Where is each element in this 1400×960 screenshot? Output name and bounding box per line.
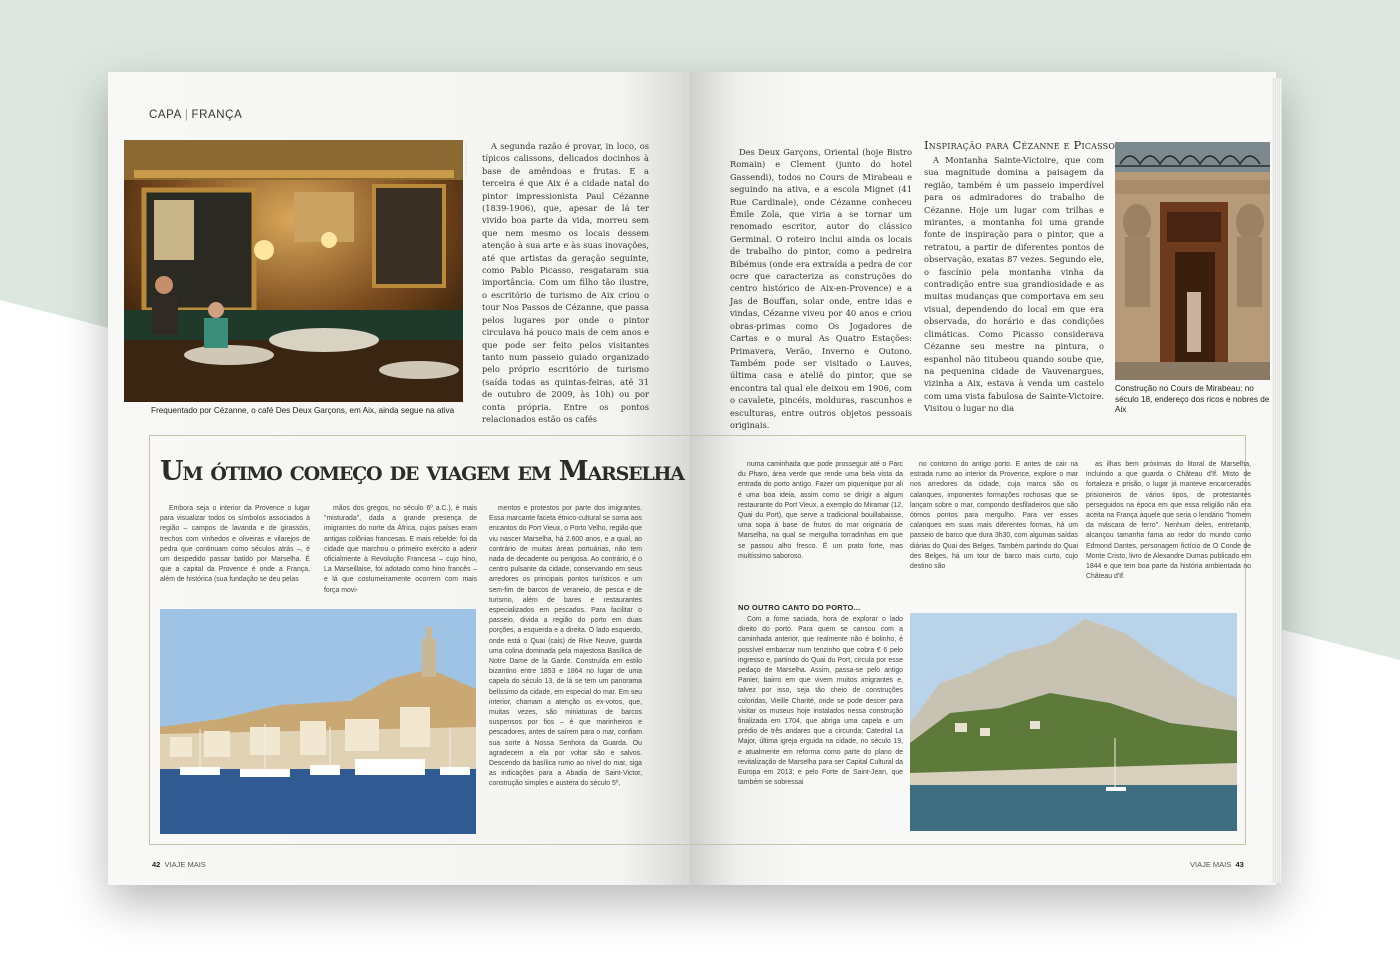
magazine-name: VIAJE MAIS <box>1190 860 1232 869</box>
section-subhead: Inspiração para Cézanne e Picasso <box>924 138 1116 152</box>
box-column-5 <box>910 460 1078 600</box>
article-column-right-2 <box>924 154 1104 434</box>
page-number-right <box>1190 860 1244 869</box>
box-text-3: mentos e protestos por parte dos imigrantes. Essa marcante faceta étnico-cultural se soma aos encantos do Port Vieux, o Porto Velho, região que viu nascer Marselha, há 2.600 anos, e a qual, ao contrário de muitas áreas portuárias, não tem nada de decadente ou perigosa. Ao contrário, é o centro pulsante da cidade, conservando em seus arredores os principais pontos turísticos e um sem-fim de barcos de veraneio, de pesca e de turismo, além de bares e restaurantes especializados em pescados. Para facilitar o passeio, divida a região do porto em duas porções, a esquerda e a direita. O lado esquerdo, onde está o Quai (cais) de Rive Neuve, guarda uma colina dominada pela majestosa Basílica de Notre Dame de la Garde. Construída em estilo bizantino entre 1853 e 1864 no lugar de uma capela do século 13, de lá se tem um panorama belíssimo da cidade, em especial do mar. Em seu interior, chamam a atenção os ex-votos, que, muitas vezes, são miniaturas de barcos suspensos por fios – é que marinheiros e pescadores, antes de saírem para o mar, confiam sua sorte à Nossa Senhora da Guarda. Ou agradecem a ela por voltar são e salvos. Descendo da basílica rumo ao nível do mar, siga as indicações para a Abadia de Saint-Victor, construção simples e austera do século 5º, <box>489 505 642 788</box>
header-topic: FRANÇA <box>191 109 243 121</box>
article-text-right-1: Des Deux Garçons, Oriental (hoje Bistro Romain) e Clement (junto do hotel Gassendi), todos no Cours de Mirabeau e seguindo na ativa, e a escola Mignet (41 Rue Cardinale), onde Cézanne conheceu Émile Zola, que viria a se tornar um renomado escritor, autor do clássico Germinal. O roteiro inclui ainda os locais de trabalho do pintor, como a pedreira Bibémus (onde era extraída a pedra de cor ocre que caracteriza as construções do centro histórico de Aix-en-Provence) e a Jas de Bouffan, solar onde, entre idas e vindas, Cézanne viveu por 40 anos e criou obras-primas como Os Jogadores de Cartas e o mural As Quatro Estações: Primavera, Verão, Inverno e Outono. Também pode ser visitado o Lauves, última casa e ateliê do pintor, que se encontra tal qual ele deixou em 1906, com o cavalete, pincéis, molduras, rascunhos e esculturas, entre outros objetos pessoais originais. <box>730 147 912 430</box>
box-text-2: mãos dos gregos, no século 6º a.C.), é mais "misturada", dada a grande presença de imigrantes do norte da África, cujos países eram antigas colônias francesas. E mais rebelde: foi da cidade que marchou o primeiro exército a aderir oficialmente à Revolução Francesa – cujo hino, La Marseillaise, foi adotado como hino francês – e lá que costumeiramente ocorrem com mais força movi- <box>324 505 477 594</box>
page-number-left <box>152 860 206 869</box>
calanques-photo <box>910 613 1237 831</box>
marseille-harbor-photo <box>160 609 476 834</box>
box-text-4b: Com a fome saciada, hora de explorar o lado direito do porto. Para quem se cansou com a caminhada anterior, que realmente não é bolinho, é possível embarcar num tenzinho que cobra € 6 pelo ingresso e, partindo do Quai du Port, circula por esse pedaço de Marselha. Assim, passa-se pelo antigo Panier, bairro em que vivem muitos imigrantes e, talvez por isso, seja tão cheio de construções coloridas, Vieille Charité, onde se pode descer para visitar os museus hoje instalados nessa construção finalizada em 1704, que abriga uma capela e um prédio de três andares que a circunda; Catedral La Major, última igreja erguida na cidade, no século 19, e atualmente em reforma como parte do plano de revitalização de Marselha para ser Capital Cultural da Europa em 2013; e pelo Forte de Saint-Jean, que também se sobressai <box>738 616 903 787</box>
page-number: 43 <box>1235 860 1244 869</box>
magazine-spread <box>108 72 1280 892</box>
page-edges <box>1272 78 1282 883</box>
box-text-6: as ilhas bem próximas do litoral de Marselha, incluindo a que guarda o Château d'If. Misto de fortaleza e prisão, o lugar já manteve encarcerados prisioneiros de vários tipos, de protestantes perseguidos na época em que essa religião não era aceita na França àquele que seria o lendário "homem da máscara de ferro". Nenhum deles, entretanto, alcançou tamanha fama ao redor do mundo como Edmond Dantes, personagem fictício de O Conde de Monte Cristo, livro de Alexandre Dumas publicado em 1844 e que tem boa parte da história ambientada no Château d'If. <box>1086 461 1251 581</box>
cafe-photo <box>124 140 463 402</box>
box-text-4: numa caminhada que pode prosseguir até o Parc du Pharo, área verde que rende uma bela vista da entrada do porto antigo. Fazer um piquenique por ali é uma boa ideia, assim como se dirigir a algum restaurante do Port Vieux, a exemplo do Miramar (12, Quai du Port), que serve a tradicional bouillabaisse, uma sopa à base de frutos do mar originária de Marselha, na qual se mergulha torradinhas em que se passou alho fresco. É um prato forte, mas muitíssimo saboroso. <box>738 461 903 560</box>
photo-credit: Fotos: Karen Abreu <box>463 142 468 177</box>
box-text-5: no contorno do antigo porto. E antes de cair na estrada rumo ao interior da Provence, explore o mar nos arredores da cidade, cuja marca são os calanques, imponentes formações rochosas que se lançam sobre o mar, compondo desfiladeiros que são ótimos pontos para mergulho. Para ver esses calanques em suas mais diferentes formas, há um passeio de barco que dura 3h30, com algumas saídas diárias do Quai des Belges. Também partindo do Quai des Belges, há um tour de barco mais curto, cujo destino são <box>910 461 1078 571</box>
box-column-2 <box>324 504 477 606</box>
box-column-4 <box>738 460 903 600</box>
box-column-6 <box>1086 460 1251 600</box>
mirabeau-photo-caption: Construção no Cours de Mirabeau: no século 18, endereço dos ricos e nobres de Aix <box>1115 384 1270 414</box>
article-text: A segunda razão é provar, in loco, os típicos calissons, delicados docinhos à base de amêndoas e frutas. E a terceira é que Aix é a cidade natal do pintor impressionista Paul Cézanne (1839-1906), que, apesar de lá ter vivido boa parte da vida, morreu sem que nem mesmo os locais dessem atenção à sua arte e às suas inovações, até que artistas da geração seguinte, como Pablo Picasso, resgataram sua importância. Com um filho tão ilustre, o escritório de turismo de Aix criou o tour Nos Passos de Cézanne, que passa pelos lugares por onde o pintor circulava há pouco mais de cem anos e que pode ser feito pelos visitantes tanto num passeio guiado organizado pelo próprio escritório de turismo (saída todas as quintas-feiras, até 31 de outubro de 2009, às 10h) ou por conta própria. Entre os pontos relacionados estão os cafés <box>482 141 649 424</box>
box-subhead: NO OUTRO CANTO DO PORTO... <box>738 603 861 612</box>
box-column-1 <box>160 504 310 606</box>
magazine-name: VIAJE MAIS <box>164 860 206 869</box>
article-column-right-1 <box>730 146 912 436</box>
cafe-photo-caption: Frequentado por Cézanne, o café Des Deux Garçons, em Aix, ainda segue na ativa <box>151 406 455 415</box>
right-page <box>690 72 1276 885</box>
page-header: CAPA | FRANÇA <box>149 109 243 121</box>
article-text-right-2: A Montanha Sainte-Victoire, que com sua magnitude domina a paisagem da região, também é um passeio imperdível para os admiradores do trabalho de Cézanne. Hoje um lugar com trilhas e mirantes, a montanha foi uma grande fonte de inspiração para o pintor, que a retratou, a partir de diferentes pontos de observação, exatas 87 vezes. Segundo ele, o fascínio pela montanha vinha da contradição entre sua grandiosidade e as muitas mudanças que comportava em seu visual, dependendo do local em que era observada, do horário e das condições climáticas. Como Picasso considerava Cézanne seu mestre na pintura, o espanhol não titubeou quando soube que, na pequenina cidade de Vauvenargues, vizinha a Aix, estava à venda um castelo com uma vista fabulosa de Sainte-Victoire. Visitou o lugar no dia <box>924 155 1104 414</box>
article-column-cezanne <box>482 140 649 424</box>
box-column-3 <box>489 504 642 838</box>
box-text-1: Embora seja o interior da Provence o lugar para visualizar todos os símbolos associados à região – campos de lavanda e de girassóis, trechos com vinhedos e oliveiras e vilarejos de pedra que continuam como séculos atrás –, é um despedido passar batido por Marselha. É que a capital da Provence é onde a França, além de histórica (sua fundação se deu pelas <box>160 505 310 584</box>
cours-mirabeau-photo <box>1115 142 1270 380</box>
left-page <box>108 72 690 885</box>
page-number: 42 <box>152 860 161 869</box>
header-section: CAPA <box>149 109 182 121</box>
marseille-box-title: Um ótimo começo de viagem em Marselha <box>160 456 684 487</box>
box-column-4b <box>738 615 903 830</box>
